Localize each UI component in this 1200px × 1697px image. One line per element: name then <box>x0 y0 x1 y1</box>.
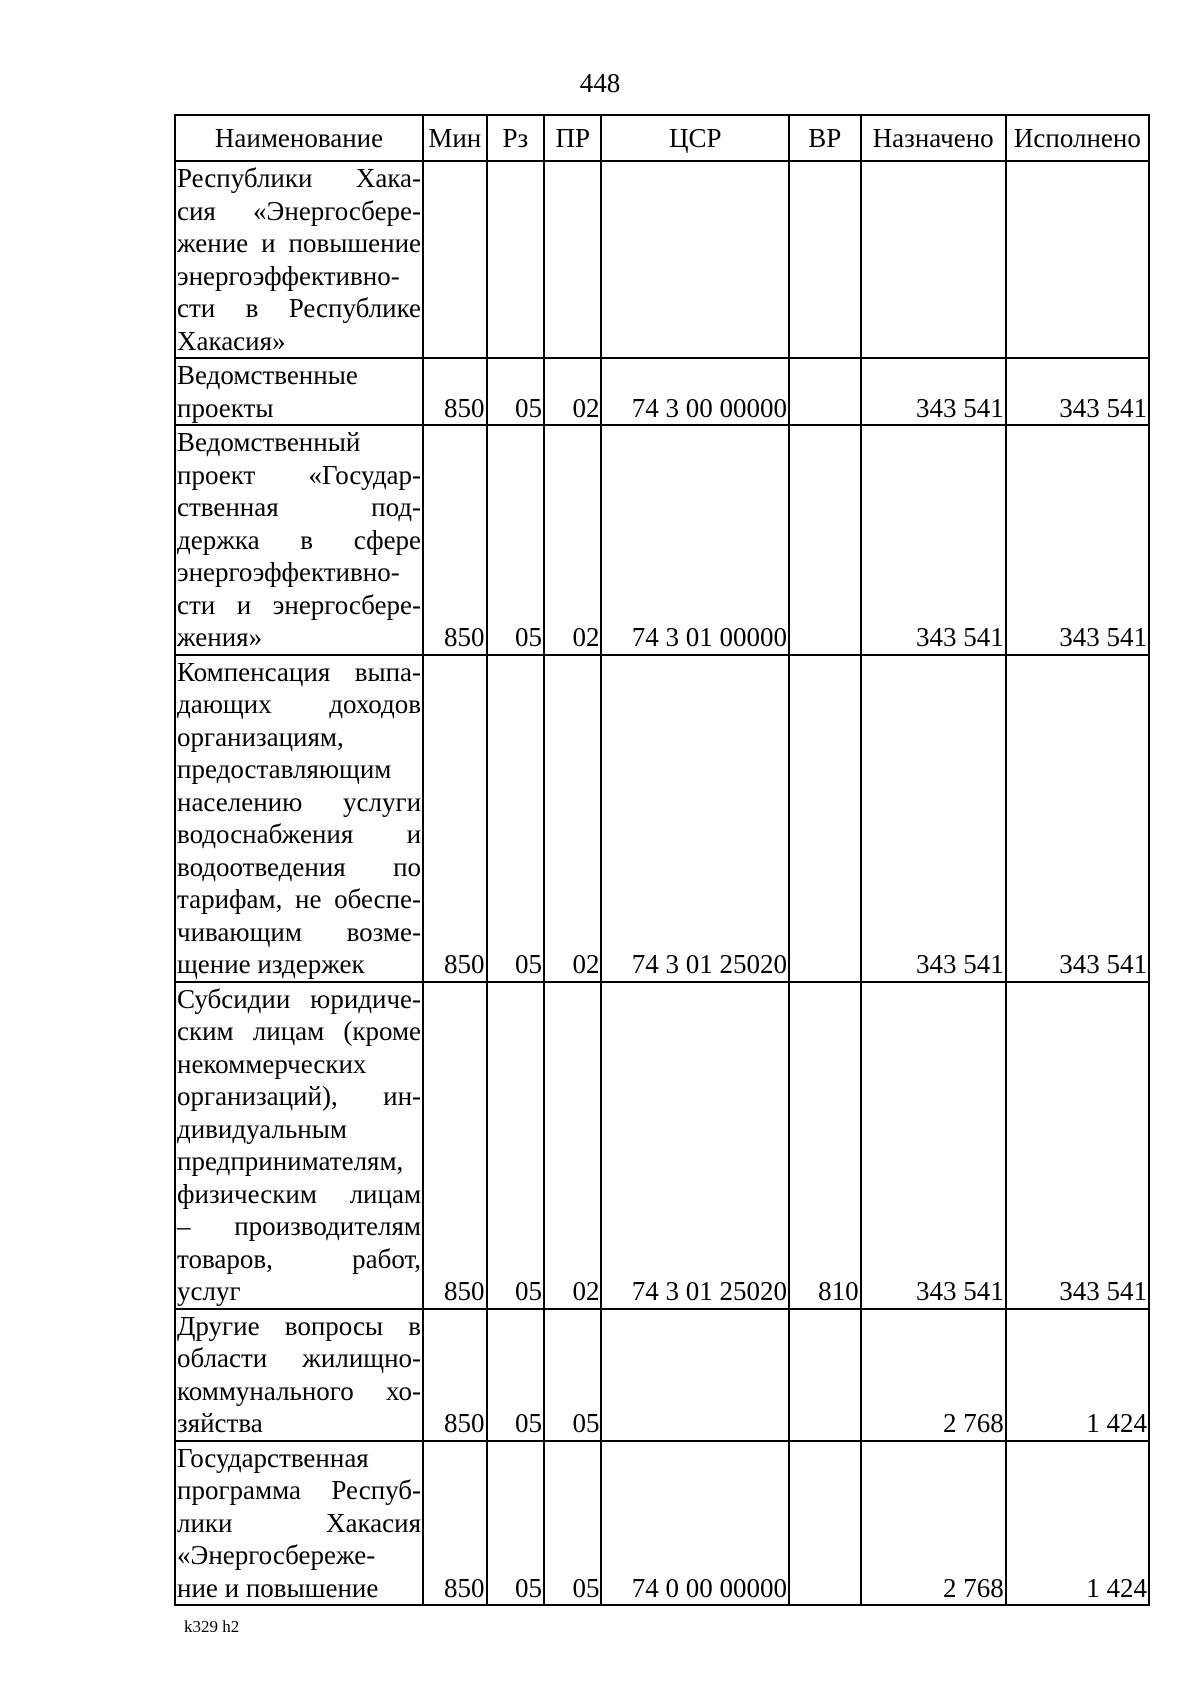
cell-min: 850 <box>423 982 487 1309</box>
cell-vr: 810 <box>789 982 861 1309</box>
name-line: водоснабжения и <box>177 819 422 849</box>
header-executed: Исполнено <box>1006 115 1149 161</box>
name-line: сти в Республике <box>177 293 422 323</box>
name-line: Ведомственный <box>177 427 361 457</box>
cell-pr: 05 <box>544 1441 601 1606</box>
cell-min: 850 <box>423 425 487 655</box>
cell-min: 850 <box>423 1441 487 1606</box>
name-line: Другие вопросы в <box>177 1310 422 1341</box>
cell-executed: 343 541 <box>1006 358 1149 425</box>
name-line: ственная под- <box>177 492 422 522</box>
name-line: области жилищно- <box>177 1343 422 1373</box>
table-header-row <box>175 115 1149 161</box>
name-line: чивающим возме- <box>177 916 422 947</box>
name-line: организаций), ин- <box>177 1081 422 1111</box>
name-line: «Энергосбереже- <box>177 1540 376 1570</box>
cell-pr <box>544 161 601 358</box>
cell-rz: 05 <box>487 655 544 982</box>
name-line: программа Респуб- <box>177 1475 422 1505</box>
name-line: ние и повышение <box>177 1572 379 1603</box>
cell-assigned: 343 541 <box>861 655 1006 982</box>
cell-min: 850 <box>423 1309 487 1441</box>
name-line: энергоэффективно- <box>177 557 400 587</box>
table-row <box>175 655 1149 982</box>
name-line: коммунального хо- <box>177 1375 422 1406</box>
name-line: водоотведения по <box>177 851 422 882</box>
cell-rz: 05 <box>487 358 544 425</box>
table-row <box>175 425 1149 655</box>
cell-vr <box>789 425 861 655</box>
cell-vr <box>789 358 861 425</box>
cell-assigned <box>861 161 1006 358</box>
cell-rz: 05 <box>487 982 544 1309</box>
cell-name <box>175 982 423 1309</box>
name-line: жения» <box>177 622 263 652</box>
cell-assigned: 2 768 <box>861 1441 1006 1606</box>
name-line: сия «Энергосбере- <box>177 195 422 226</box>
name-line: физическим лицам <box>177 1178 422 1209</box>
name-line: товаров, работ, <box>177 1243 422 1274</box>
name-line: – производителям <box>177 1211 422 1241</box>
cell-rz: 05 <box>487 425 544 655</box>
table-row <box>175 982 1149 1309</box>
table-row <box>175 161 1149 358</box>
cell-name <box>175 358 423 425</box>
name-line: Ведомственные <box>177 360 358 390</box>
cell-vr <box>789 161 861 358</box>
name-line: жение и повышение <box>177 228 422 258</box>
name-line: Субсидии юридиче- <box>177 983 422 1014</box>
cell-executed: 1 424 <box>1006 1309 1149 1441</box>
cell-name <box>175 655 423 982</box>
name-line: предпринимателям, <box>177 1146 404 1176</box>
cell-assigned: 2 768 <box>861 1309 1006 1441</box>
name-line: тарифам, не обеспе- <box>177 884 422 914</box>
cell-executed: 343 541 <box>1006 655 1149 982</box>
cell-rz: 05 <box>487 1309 544 1441</box>
cell-vr <box>789 1309 861 1441</box>
name-line: предоставляющим <box>177 754 392 784</box>
cell-vr <box>789 655 861 982</box>
table-row <box>175 1309 1149 1441</box>
cell-pr: 05 <box>544 1309 601 1441</box>
cell-executed: 1 424 <box>1006 1441 1149 1606</box>
name-line: проект «Государ- <box>177 459 422 490</box>
cell-name <box>175 425 423 655</box>
page-number: 448 <box>579 68 621 98</box>
cell-csr <box>601 161 789 358</box>
header-min: Мин <box>423 115 487 161</box>
name-line: держка в сфере <box>177 524 422 555</box>
name-line: некоммерческих <box>177 1048 367 1079</box>
budget-table <box>174 114 1150 1606</box>
name-line: проекты <box>177 392 274 423</box>
cell-assigned: 343 541 <box>861 982 1006 1309</box>
header-rz: Рз <box>487 115 544 161</box>
cell-name <box>175 1309 423 1441</box>
header-assigned: Назначено <box>861 115 1006 161</box>
name-line: Компенсация выпа- <box>177 656 422 687</box>
cell-csr: 74 3 01 25020 <box>601 982 789 1309</box>
cell-executed: 343 541 <box>1006 425 1149 655</box>
cell-csr: 74 3 01 25020 <box>601 655 789 982</box>
table-row <box>175 1441 1149 1606</box>
cell-executed <box>1006 161 1149 358</box>
footer-code: k329 h2 <box>184 1617 240 1636</box>
cell-rz: 05 <box>487 1441 544 1606</box>
name-line: дивидуальным <box>177 1113 347 1144</box>
name-line: зяйства <box>177 1408 263 1438</box>
cell-csr: 74 3 01 00000 <box>601 425 789 655</box>
cell-min: 850 <box>423 655 487 982</box>
name-line: населению услуги <box>177 786 422 817</box>
header-csr: ЦСР <box>601 115 789 161</box>
cell-csr: 74 0 00 00000 <box>601 1441 789 1606</box>
name-line: услуг <box>177 1276 241 1306</box>
cell-rz <box>487 161 544 358</box>
name-line: организациям, <box>177 721 344 752</box>
header-vr: ВР <box>789 115 861 161</box>
cell-pr: 02 <box>544 358 601 425</box>
table-row <box>175 358 1149 425</box>
cell-min <box>423 161 487 358</box>
cell-pr: 02 <box>544 982 601 1309</box>
name-line: сти и энергосбере- <box>177 589 422 620</box>
cell-pr: 02 <box>544 425 601 655</box>
cell-csr <box>601 1309 789 1441</box>
name-line: лики Хакасия <box>177 1507 422 1538</box>
cell-pr: 02 <box>544 655 601 982</box>
cell-name <box>175 1441 423 1606</box>
cell-vr <box>789 1441 861 1606</box>
cell-assigned: 343 541 <box>861 358 1006 425</box>
name-line: Хакасия» <box>177 325 286 356</box>
cell-csr: 74 3 00 00000 <box>601 358 789 425</box>
name-line: дающих доходов <box>177 689 422 719</box>
name-line: Республики Хака- <box>177 163 422 193</box>
name-line: ским лицам (кроме <box>177 1016 422 1046</box>
name-line: Государственная <box>177 1442 369 1473</box>
cell-assigned: 343 541 <box>861 425 1006 655</box>
header-name: Наименование <box>175 115 423 161</box>
cell-min: 850 <box>423 358 487 425</box>
cell-executed: 343 541 <box>1006 982 1149 1309</box>
cell-name <box>175 161 423 358</box>
name-line: щение издержек <box>177 949 365 979</box>
name-line: энергоэффективно- <box>177 260 400 291</box>
header-pr: ПР <box>544 115 601 161</box>
